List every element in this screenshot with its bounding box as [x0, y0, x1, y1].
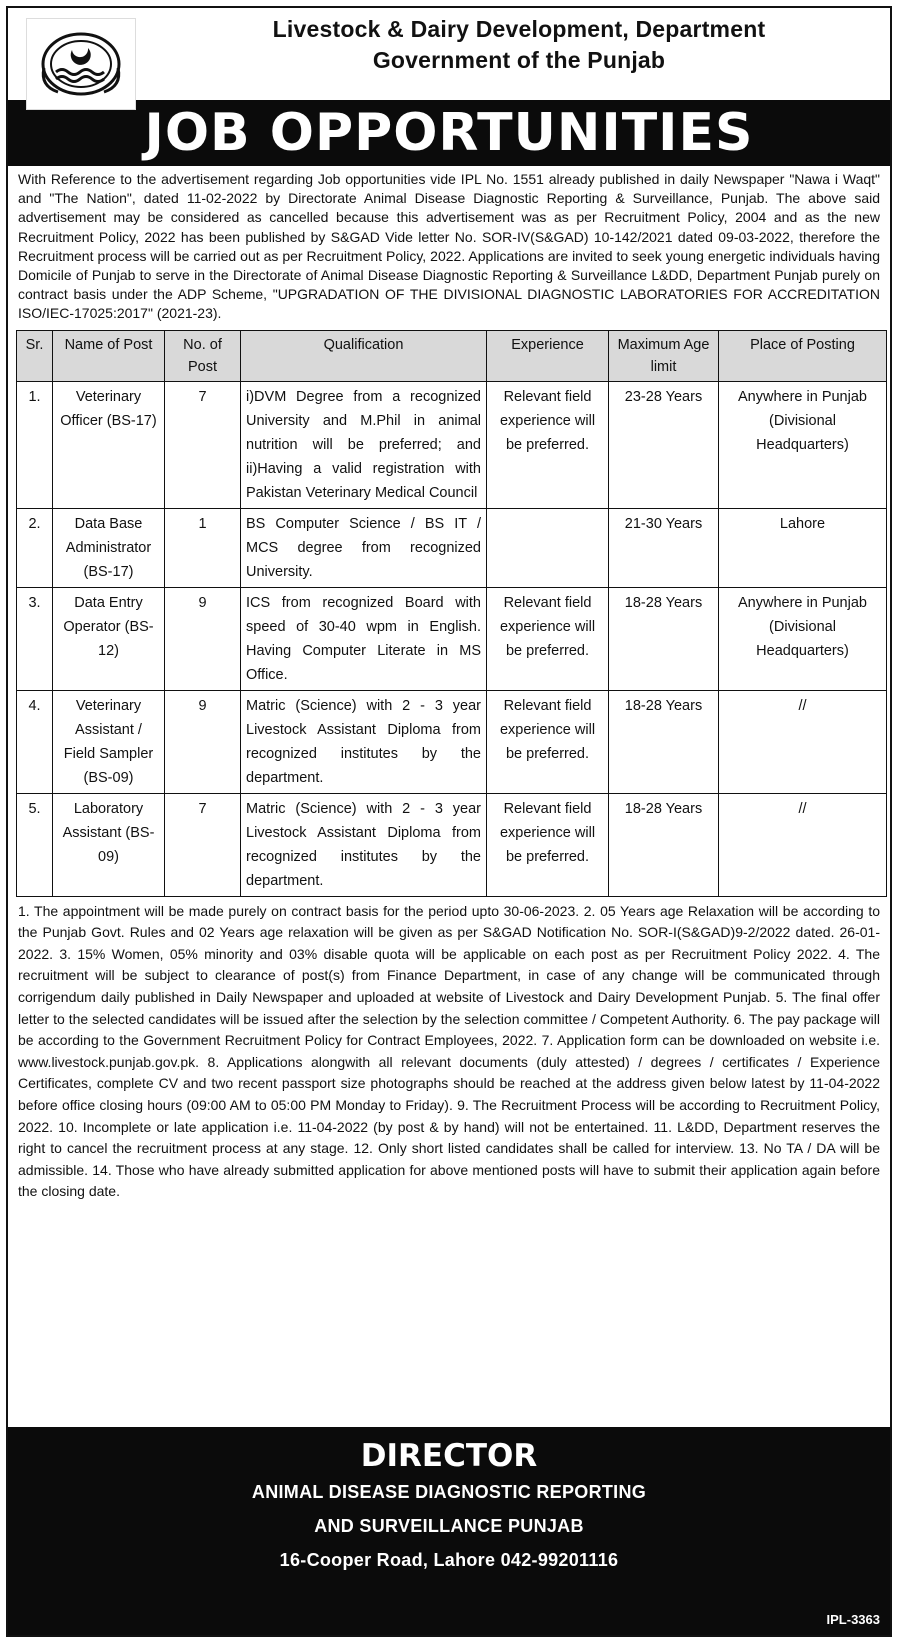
table-row [17, 587, 887, 690]
footer-contact-block [8, 1427, 890, 1635]
cell-place-of-posting: // [719, 690, 887, 793]
col-header-place-of-posting: Place of Posting [719, 330, 887, 381]
col-header-post-name: Name of Post [53, 330, 165, 381]
footer-title: DIRECTOR [360, 1438, 538, 1474]
table-row [17, 793, 887, 896]
cell-qualification: ICS from recognized Board with speed of 30-40 wpm in English. Having Computer Literate in MS Office. [241, 587, 487, 690]
cell-age-limit: 18-28 Years [609, 587, 719, 690]
cell-post-count: 7 [165, 793, 241, 896]
cell-sr: 5. [17, 793, 53, 896]
cell-post-name: Data Base Administrator (BS-17) [53, 508, 165, 587]
cell-place-of-posting: Anywhere in Punjab (Divisional Headquarters) [719, 381, 887, 508]
cell-sr: 1. [17, 381, 53, 508]
cell-experience: Relevant field experience will be preferred. [487, 381, 609, 508]
cell-qualification: Matric (Science) with 2 - 3 year Livestock Assistant Diploma from recognized institutes by the department. [241, 793, 487, 896]
col-header-post-count: No. of Post [165, 330, 241, 381]
footer-office-line1: ANIMAL DISEASE DIAGNOSTIC REPORTING [251, 1482, 647, 1502]
cell-experience: Relevant field experience will be preferred. [487, 793, 609, 896]
cell-post-count: 7 [165, 381, 241, 508]
punjab-emblem-icon [36, 28, 126, 100]
intro-paragraph: With Reference to the advertisement regarding Job opportunities vide IPL No. 1551 already published in daily Newspaper "Nawa i Waqt" and "The Nation", dated 11-02-2022 by Directorate Animal Disease Diagnostic Reporting & Surveillance, Punjab. The above said advertisement may be considered as cancelled because this advertisement was as per Recruitment Policy, 2004 and as the new Recruitment Policy, 2022 has been published by S&GAD Vide letter No. SOR-IV(S&GAD) 10-142/2021 dated 09-03-2022, therefore the Recruitment process will be carried out as per Recruitment Policy, 2022. Applications are invited to seek young energetic individuals having Domicile of Punjab to serve in the Directorate of Animal Disease Diagnostic Reporting & Surveillance L&DD, Department Punjab purely on contract basis under the ADP Scheme, "UPGRADATION OF THE DIVISIONAL DIAGNOSTIC LABORATORIES FOR ACCREDITATION ISO/IEC-17025:2017" (2021-23). [18, 171, 880, 322]
job-opportunities-banner [8, 100, 890, 166]
header [8, 8, 890, 100]
cell-age-limit: 18-28 Years [609, 690, 719, 793]
cell-sr: 4. [17, 690, 53, 793]
cell-age-limit: 18-28 Years [609, 793, 719, 896]
government-name: Government of the Punjab [372, 47, 666, 73]
cell-post-count: 1 [165, 508, 241, 587]
cell-sr: 3. [17, 587, 53, 690]
col-header-sr: Sr. [17, 330, 53, 381]
advertisement-page [6, 6, 892, 1637]
jobs-table [16, 330, 887, 897]
cell-post-count: 9 [165, 690, 241, 793]
table-row [17, 381, 887, 508]
cell-sr: 2. [17, 508, 53, 587]
cell-qualification: Matric (Science) with 2 - 3 year Livestock Assistant Diploma from recognized institutes by the department. [241, 690, 487, 793]
banner-title: JOB OPPORTUNITIES [144, 103, 754, 163]
punjab-government-logo [26, 18, 136, 110]
cell-qualification: BS Computer Science / BS IT / MCS degree from recognized University. [241, 508, 487, 587]
cell-experience [487, 508, 609, 587]
ipl-reference: IPL-3363 [826, 1612, 880, 1627]
cell-place-of-posting: // [719, 793, 887, 896]
cell-post-name: Laboratory Assistant (BS-09) [53, 793, 165, 896]
cell-experience: Relevant field experience will be preferred. [487, 587, 609, 690]
col-header-experience: Experience [487, 330, 609, 381]
table-header-row [17, 330, 887, 381]
col-header-qualification: Qualification [241, 330, 487, 381]
col-header-age-limit: Maximum Age limit [609, 330, 719, 381]
terms-and-conditions: 1. The appointment will be made purely on contract basis for the period upto 30-06-2023. 2. 05 Years age Relaxation will be according to the Punjab Govt. Rules and 02 Years age relaxation will be given as per S&GAD Notification No. SOR-I(S&GAD)9-2/2022 dated. 26-01-2022. 3. 15% Women, 05% minority and 03% disable quota will be applicable on each post as per Recruitment Policy 2022. 4. The recruitment will be subject to clearance of post(s) from Finance Department, in case of any change will be communicated through corrigendum daily published in Daily Newspaper and uploaded at website of Livestock and Dairy Development Punjab. 5. The final offer letter to the selected candidates will be issued after the selection by the selection committee / Competent Authority. 6. The pay package will be according to the Government Recruitment Policy for Contract Employees, 2022. 7. Application form can be downloaded on website i.e. www.livestock.punjab.gov.pk. 8. Applications alongwith all relevant documents (duly attested) / degrees / certificates / Experience Certificates, complete CV and two recent passport size photographs should be reached at the address given below latest by 11-04-2022 before office closing hours (09:00 AM to 05:00 PM Monday to Friday). 9. The Recruitment Process will be according to Recruitment Policy, 2022. 10. Incomplete or late application i.e. 11-04-2022 (by post & by hand) will not be entertained. 11. L&DD, Department reserves the right to cancel the recruitment process at any stage. 12. Only short listed candidates shall be called for interview. 13. No TA / DA will be admissible. 14. Those who have already submitted application for above mentioned posts will have to submit their application again before the closing date. [18, 902, 880, 1200]
footer-address: 16-Cooper Road, Lahore 042-99201116 [279, 1550, 619, 1570]
cell-post-name: Data Entry Operator (BS-12) [53, 587, 165, 690]
cell-qualification: i)DVM Degree from a recognized University and M.Phil in animal nutrition will be preferred; and ii)Having a valid registration with Pakistan Veterinary Medical Council [241, 381, 487, 508]
cell-place-of-posting: Lahore [719, 508, 887, 587]
cell-post-name: Veterinary Assistant / Field Sampler (BS-09) [53, 690, 165, 793]
footer-office-line2: AND SURVEILLANCE PUNJAB [314, 1516, 584, 1536]
department-heading [148, 14, 890, 76]
department-name: Livestock & Dairy Development, Department [272, 16, 766, 42]
cell-post-name: Veterinary Officer (BS-17) [53, 381, 165, 508]
cell-post-count: 9 [165, 587, 241, 690]
cell-experience: Relevant field experience will be preferred. [487, 690, 609, 793]
table-row [17, 690, 887, 793]
cell-place-of-posting: Anywhere in Punjab (Divisional Headquarters) [719, 587, 887, 690]
table-row [17, 508, 887, 587]
cell-age-limit: 23-28 Years [609, 381, 719, 508]
cell-age-limit: 21-30 Years [609, 508, 719, 587]
